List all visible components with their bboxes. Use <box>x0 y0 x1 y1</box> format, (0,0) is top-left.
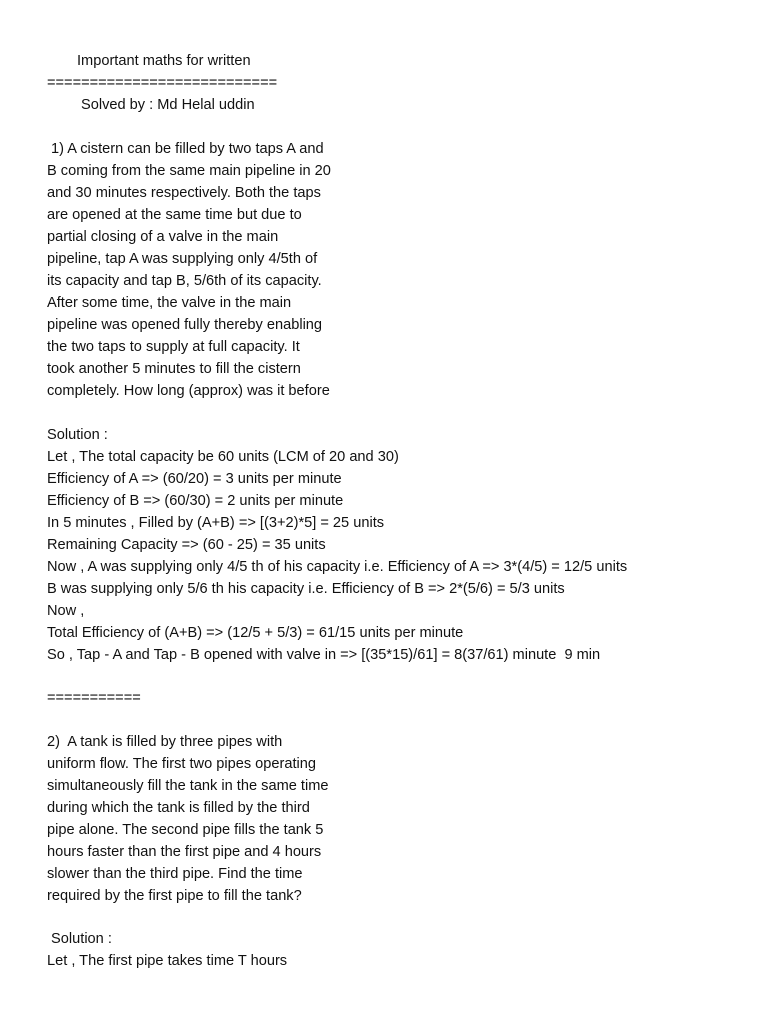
problem1-question-line: 1) A cistern can be filled by two taps A and <box>47 141 324 157</box>
problem1-solution-line: Now , A was supplying only 4/5 th of his capacity i.e. Efficiency of A => 3*(4/5) = 12/5 units <box>47 559 628 575</box>
section-separator: =========== <box>47 690 141 706</box>
author-line: Solved by : Md Helal uddin <box>81 97 255 113</box>
problem1-solution-line: Now , <box>47 603 85 619</box>
problem2-question-line: uniform flow. The first two pipes operating <box>47 756 317 772</box>
problem2-question-line: slower than the third pipe. Find the time <box>47 866 303 882</box>
problem1-solution-line: In 5 minutes , Filled by (A+B) => [(3+2)*5] = 25 units <box>47 515 385 531</box>
problem1-question-line: B coming from the same main pipeline in 20 <box>47 163 331 179</box>
problem1-solution-line: So , Tap - A and Tap - B opened with valve in => [(35*15)/61] = 8(37/61) minute 9 min <box>47 647 601 663</box>
problem2-question-line: 2) A tank is filled by three pipes with <box>47 734 283 750</box>
problem1-solution-line: B was supplying only 5/6 th his capacity i.e. Efficiency of B => 2*(5/6) = 5/3 units <box>47 581 565 597</box>
title-rule: =========================== <box>47 75 278 91</box>
problem2-solution-heading: Solution : <box>47 931 112 947</box>
problem1-question-line: the two taps to supply at full capacity. It <box>47 339 300 355</box>
problem1-question-line: pipeline, tap A was supplying only 4/5th of <box>47 251 318 267</box>
problem1-solution-line: Remaining Capacity => (60 - 25) = 35 units <box>47 537 326 553</box>
document-title: Important maths for written <box>77 53 251 69</box>
problem1-solution-line: Total Efficiency of (A+B) => (12/5 + 5/3) = 61/15 units per minute <box>47 625 464 641</box>
problem1-solution-line: Let , The total capacity be 60 units (LCM of 20 and 30) <box>47 449 399 465</box>
problem1-solution-line: Efficiency of B => (60/30) = 2 units per minute <box>47 493 344 509</box>
problem1-question-line: took another 5 minutes to fill the cistern <box>47 361 301 377</box>
problem2-question-line: hours faster than the first pipe and 4 hours <box>47 844 322 860</box>
problem1-question-line: its capacity and tap B, 5/6th of its capacity. <box>47 273 322 289</box>
problem1-question-line: partial closing of a valve in the main <box>47 229 279 245</box>
problem2-question-line: required by the first pipe to fill the tank? <box>47 888 302 904</box>
problem1-question-line: pipeline was opened fully thereby enabling <box>47 317 323 333</box>
problem1-question-line: are opened at the same time but due to <box>47 207 302 223</box>
problem2-question-line: simultaneously fill the tank in the same time <box>47 778 329 794</box>
problem1-solution-heading: Solution : <box>47 427 108 443</box>
problem1-question-line: and 30 minutes respectively. Both the taps <box>47 185 321 201</box>
problem1-question-line: completely. How long (approx) was it before <box>47 383 330 399</box>
problem2-question-line: pipe alone. The second pipe fills the tank 5 <box>47 822 324 838</box>
problem1-question-line: After some time, the valve in the main <box>47 295 292 311</box>
problem1-solution-line: Efficiency of A => (60/20) = 3 units per minute <box>47 471 342 487</box>
problem2-question-line: during which the tank is filled by the third <box>47 800 310 816</box>
problem2-solution-line: Let , The first pipe takes time T hours <box>47 953 288 969</box>
